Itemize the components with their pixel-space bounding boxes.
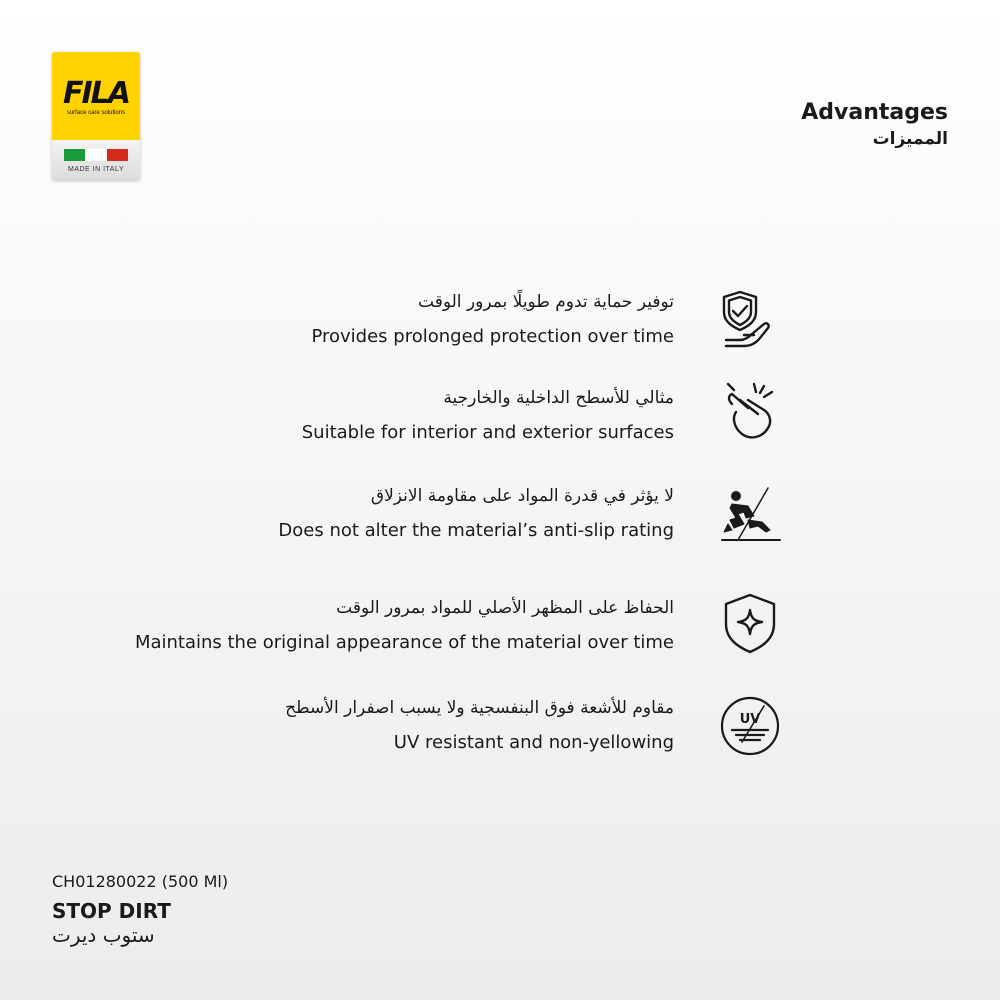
feature-text-english: UV resistant and non-yellowing [393, 732, 674, 753]
feature-text-english: Does not alter the material’s anti-slip rating [278, 520, 674, 541]
feature-item [100, 388, 674, 443]
italian-flag-icon [64, 149, 128, 161]
svg-text:UV: UV [739, 712, 761, 727]
uv-icon [718, 694, 782, 758]
feature-text-english: Suitable for interior and exterior surfaces [301, 422, 674, 443]
shield-sparkle-icon [718, 592, 782, 656]
slip-fall-icon [718, 484, 782, 548]
heading-arabic: المميزات [872, 129, 948, 149]
logo-tagline: surface care solutions [66, 110, 126, 116]
shield-hand-icon [718, 288, 782, 352]
heading-english: Advantages [801, 100, 948, 125]
feature-item [100, 698, 674, 753]
product-code: CH01280022 (500 Ml) [52, 872, 229, 891]
feature-text-english: Maintains the original appearance of the material over time [134, 632, 674, 653]
feature-text-arabic: مقاوم للأشعة فوق البنفسجية ولا يسبب اصفرار الأسطح [285, 698, 674, 718]
product-name-arabic: ستوب ديرت [52, 923, 155, 947]
feature-text-arabic: الحفاظ على المظهر الأصلي للمواد بمرور الوقت [336, 598, 674, 618]
feature-text-arabic: مثالي للأسطح الداخلية والخارجية [443, 388, 674, 408]
logo-yellow-panel [52, 52, 140, 140]
made-in-label: MADE IN ITALY [67, 166, 125, 173]
feature-text-english: Provides prolonged protection over time [311, 326, 674, 347]
pointing-hand-icon [718, 378, 782, 442]
logo-origin-panel [52, 140, 140, 180]
feature-text-arabic: لا يؤثر في قدرة المواد على مقاومة الانزلاق [370, 486, 674, 506]
feature-item [100, 486, 674, 541]
feature-text-arabic: توفير حماية تدوم طويلًا بمرور الوقت [418, 292, 674, 312]
section-heading [801, 100, 948, 149]
logo-wordmark: FILA [63, 76, 129, 111]
product-name-english: STOP DIRT [52, 899, 171, 923]
feature-item [100, 292, 674, 347]
feature-item [100, 598, 674, 653]
brand-logo [52, 52, 140, 180]
product-info [52, 872, 228, 947]
